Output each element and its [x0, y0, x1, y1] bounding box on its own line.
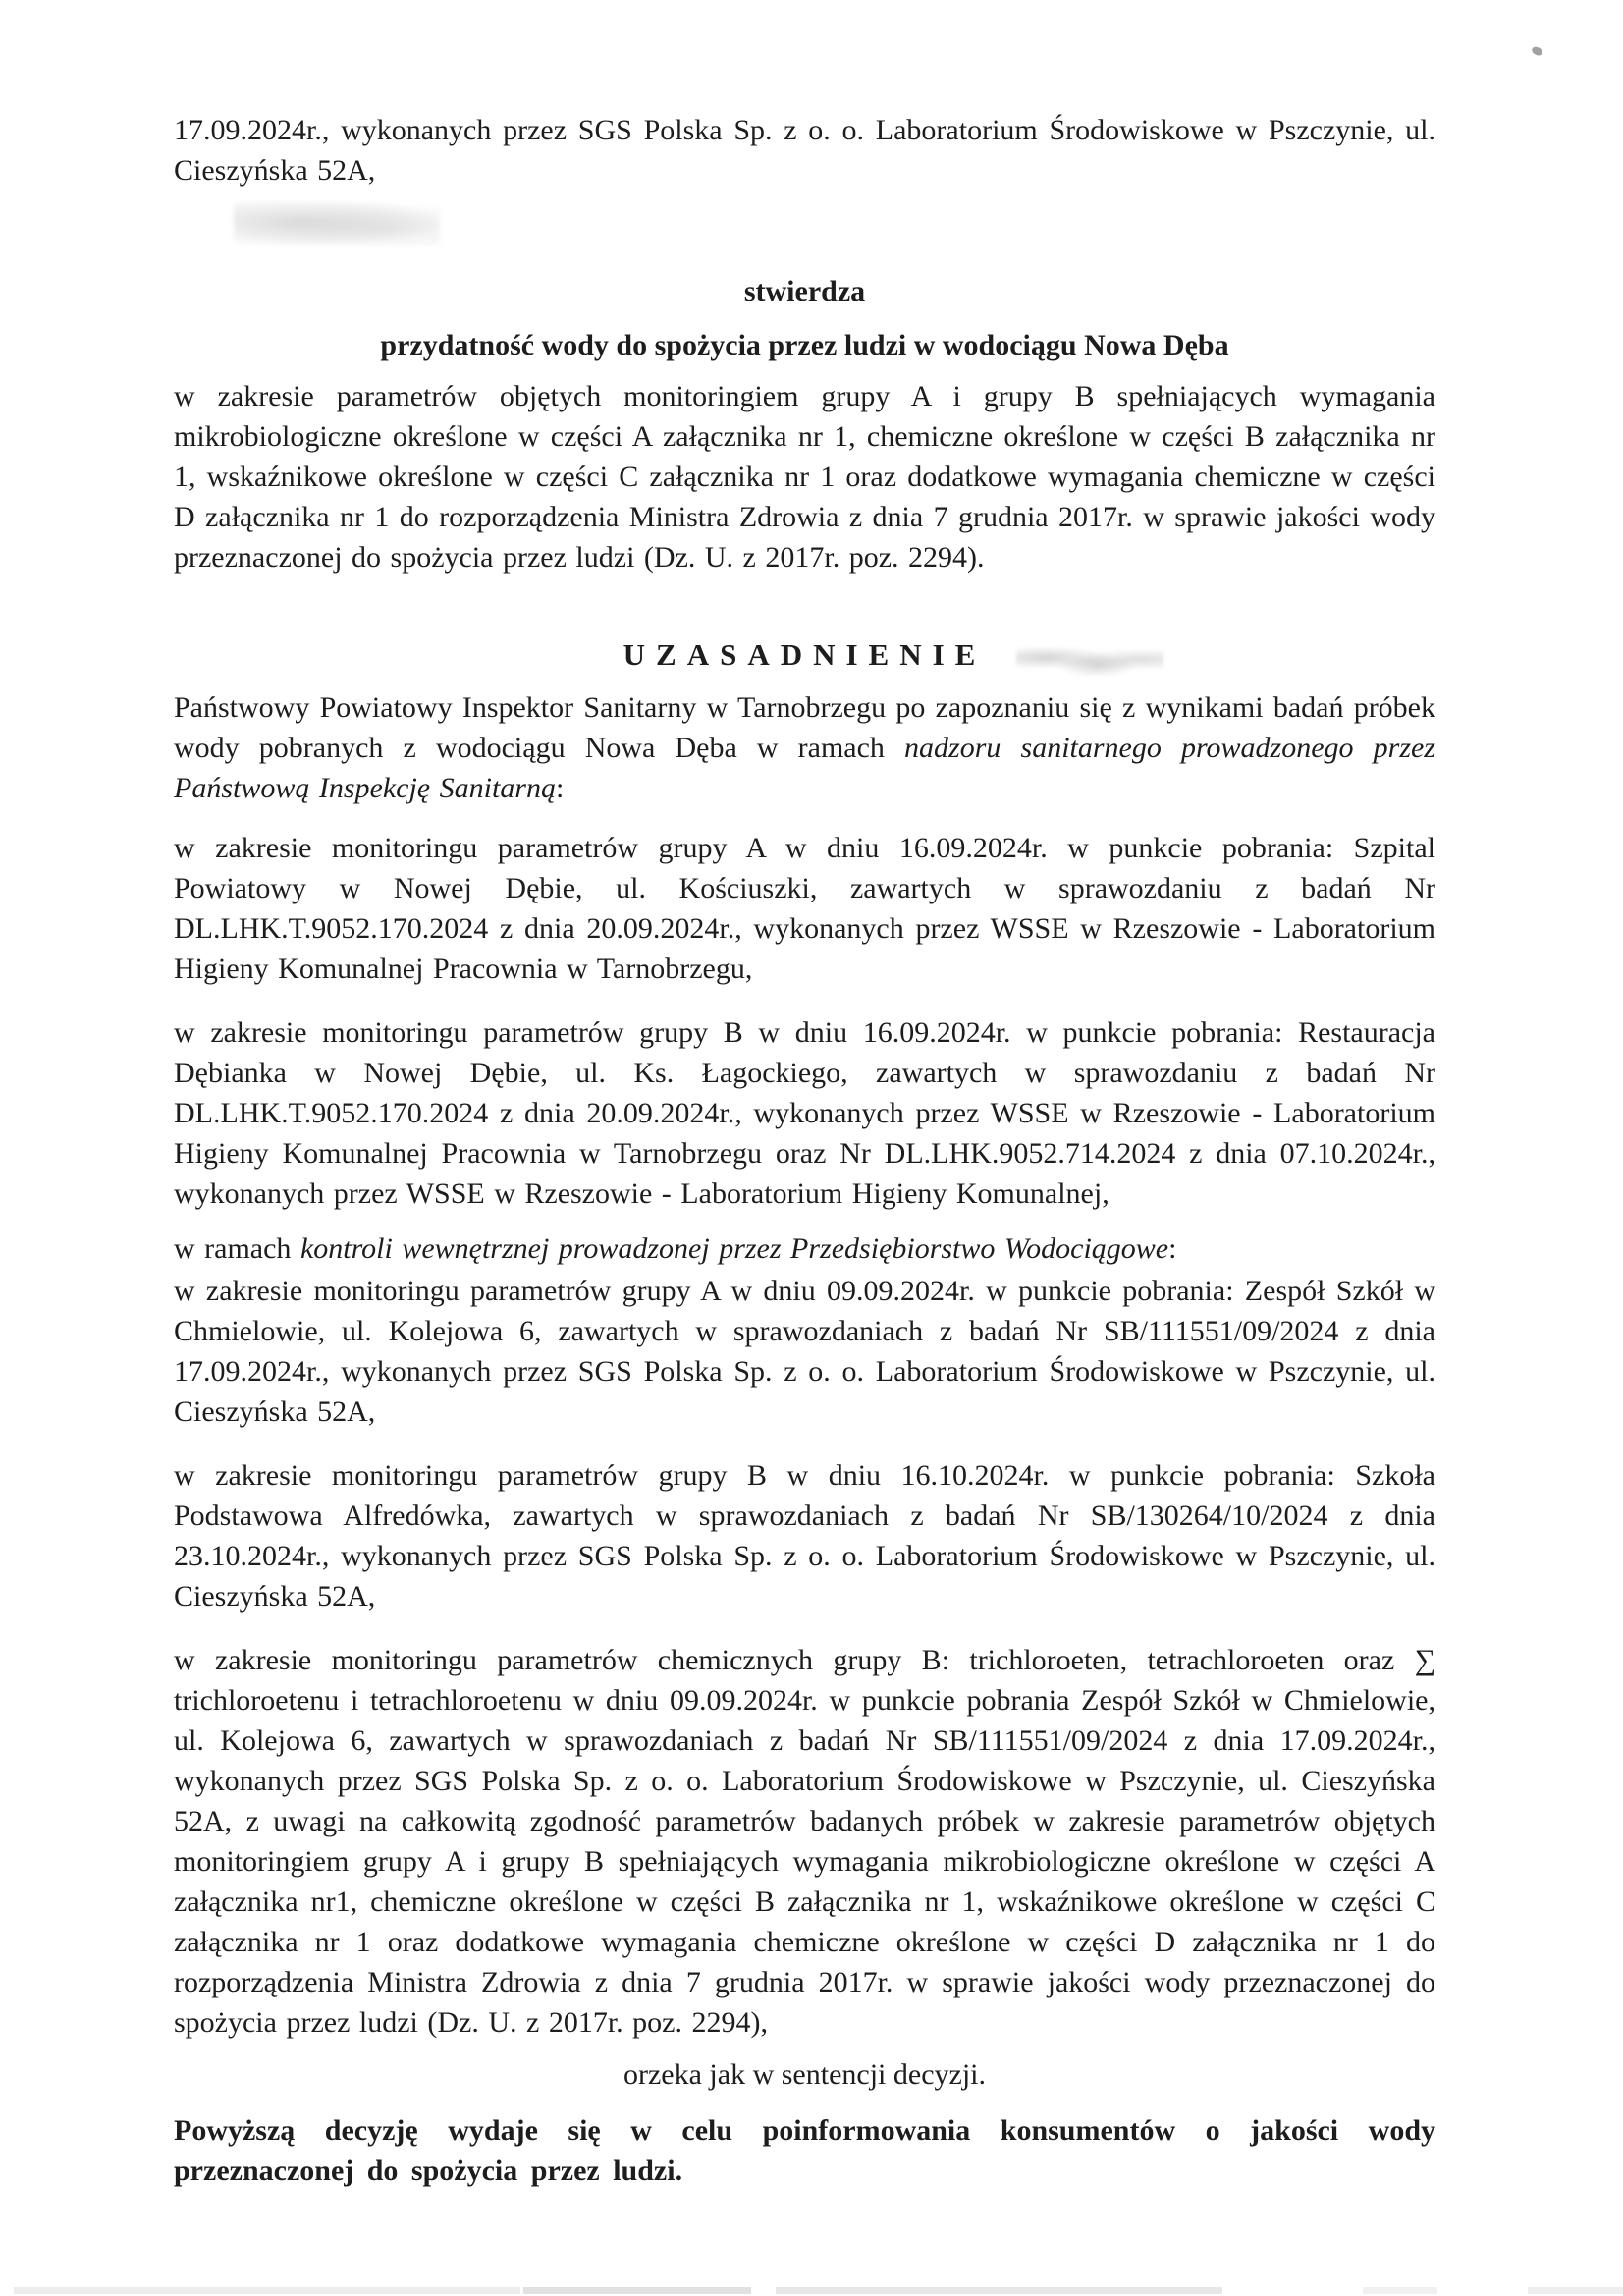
ruling-line: orzeka jak w sentencji decyzji.: [623, 2058, 986, 2091]
justification-heading: UZASADNIENIE: [622, 637, 987, 672]
internal-control-colon: :: [1168, 1232, 1177, 1265]
inspector-intro-paragraph: [174, 687, 1435, 808]
monitoring-group-a-internal-paragraph: w zakresie monitoringu parametrów grupy A w dniu 09.09.2024r. w punkcie pobrania: Zespół Szkół w Chmielowie, ul. Kolejowa 6, zawartych w sprawozdaniach z badań Nr SB/111551/09/2024 z dnia 17.09.2024r., wykonanych przez SGS Polska Sp. z o. o. Laboratorium Środowiskowe w Pszczynie, ul. Cieszyńska 52A,: [174, 1275, 1435, 1428]
inspector-intro-text: Państwowy Powiatowy Inspektor Sanitarny w Tarnobrzegu po zapoznaniu się z wynikami badań próbek wody pobranych z wodociągu Nowa Dęba w ramach: [174, 691, 1435, 764]
scan-speck-artifact: [1531, 45, 1544, 58]
verdict-heading: stwierdza: [743, 275, 866, 307]
monitoring-group-b-internal-paragraph: w zakresie monitoringu parametrów grupy B w dniu 16.10.2024r. w punkcie pobrania: Szkoła Podstawowa Alfredówka, zawartych w sprawozdaniach z badań Nr SB/130264/10/2024 z dnia 23.10.2024r., wykonanych przez SGS Polska Sp. z o. o. Laboratorium Środowiskowe w Pszczynie, ul. Cieszyńska 52A,: [174, 1459, 1435, 1613]
internal-control-prefix: w ramach: [174, 1232, 300, 1265]
monitoring-group-a-sanitary-paragraph: w zakresie monitoringu parametrów grupy A w dniu 16.09.2024r. w punkcie pobrania: Szpital Powiatowy w Nowej Dębie, ul. Kościuszki, zawartych w sprawozdaniu z badań Nr DL.LHK.T.9052.170.2024 z dnia 20.09.2024r., wykonanych przez WSSE w Rzeszowie - Laboratorium Higieny Komunalnej Pracownia w Tarnobrzegu,: [174, 832, 1435, 985]
scan-edge-artifact: [1363, 2287, 1437, 2294]
final-statement-paragraph: Powyższą decyzję wydaje się w celu poinformowania konsumentów o jakości wody przeznaczonej do spożycia przez ludzi.: [174, 2114, 1435, 2187]
internal-control-paragraph: [174, 1229, 1435, 1269]
inspector-intro-colon: :: [555, 772, 565, 804]
scan-edge-artifact: [1528, 2287, 1623, 2294]
inspector-intro-italic-text: nadzoru sanitarnego prowadzonego przez Państwową Inspekcję Sanitarną: [174, 732, 1435, 804]
scan-edge-artifact: [14, 2287, 520, 2294]
chemical-monitoring-paragraph: w zakresie monitoringu parametrów chemicznych grupy B: trichloroeten, tetrachloroeten oraz ∑ trichloroetenu i tetrachloroetenu w dniu 09.09.2024r. w punkcie pobrania Zespół Szkół w Chmielowie, ul. Kolejowa 6, zawartych w sprawozdaniach z badań Nr SB/111551/09/2024 z dnia 17.09.2024r., wykonanych przez SGS Polska Sp. z o. o. Laboratorium Środowiskowe w Pszczynie, ul. Cieszyńska 52A, z uwagi na całkowitą zgodność parametrów badanych próbek w zakresie parametrów objętych monitoringiem grupy A i grupy B spełniających wymagania mikrobiologiczne określone w części A załącznika nr1, chemiczne określone w części B załącznika nr 1, wskaźnikowe określone w części C załącznika nr 1 oraz dodatkowe wymagania chemiczne określone w części D załącznika nr 1 do rozporządzenia Ministra Zdrowia z dnia 7 grudnia 2017r. w sprawie jakości wody przeznaczonej do spożycia przez ludzi (Dz. U. z 2017r. poz. 2294),: [174, 1644, 1435, 2039]
scan-edge-artifact: [776, 2287, 1222, 2294]
scan-edge-artifact: [523, 2287, 751, 2294]
internal-control-italic-text: kontroli wewnętrznej prowadzonej przez Przedsiębiorstwo Wodociągowe: [299, 1232, 1169, 1265]
document-body: [174, 110, 1435, 2191]
intro-continuation-paragraph: 17.09.2024r., wykonanych przez SGS Polska Sp. z o. o. Laboratorium Środowiskowe w Pszczynie, ul. Cieszyńska 52A,: [174, 114, 1435, 187]
verdict-subject-heading: przydatność wody do spożycia przez ludzi w wodociągu Nowa Dęba: [380, 329, 1229, 361]
monitoring-group-b-sanitary-paragraph: w zakresie monitoringu parametrów grupy B w dniu 16.09.2024r. w punkcie pobrania: Restauracja Dębianka w Nowej Dębie, ul. Ks. Łagockiego, zawartych w sprawozdaniu z badań Nr DL.LHK.T.9052.170.2024 z dnia 20.09.2024r., wykonanych przez WSSE w Rzeszowie - Laboratorium Higieny Komunalnej Pracownia w Tarnobrzegu oraz Nr DL.LHK.9052.714.2024 z dnia 07.10.2024r., wykonanych przez WSSE w Rzeszowie - Laboratorium Higieny Komunalnej,: [174, 1016, 1435, 1210]
scope-paragraph: w zakresie parametrów objętych monitoringiem grupy A i grupy B spełniających wymagania mikrobiologiczne określone w części A załącznika nr 1, chemiczne określone w części B załącznika nr 1, wskaźnikowe określone w części C załącznika nr 1 oraz dodatkowe wymagania chemiczne w części D załącznika nr 1 do rozporządzenia Ministra Zdrowia z dnia 7 grudnia 2017r. w sprawie jakości wody przeznaczonej do spożycia przez ludzi (Dz. U. z 2017r. poz. 2294).: [174, 380, 1435, 574]
